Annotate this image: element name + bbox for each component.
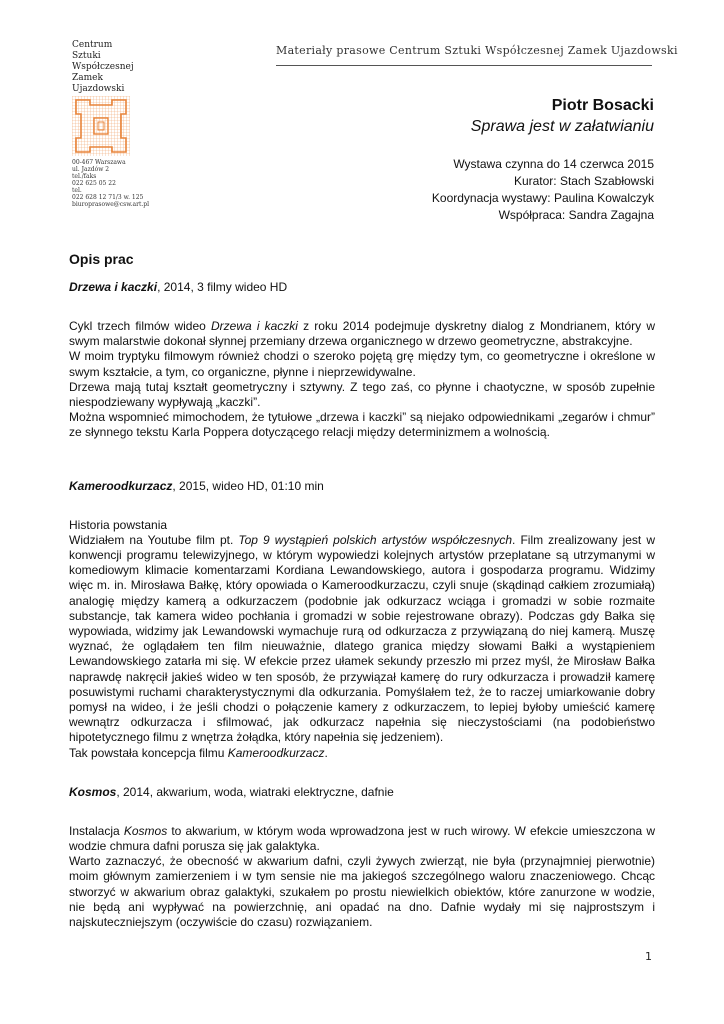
address-line: tel. bbox=[72, 187, 82, 194]
institution-line: Centrum bbox=[72, 40, 113, 50]
work-year: , 2015 bbox=[172, 478, 206, 493]
meta-line: Kurator: Stach Szabłowski bbox=[513, 174, 654, 188]
paragraph: W moim tryptyku filmowym również chodzi o szeroko pojętą grę między tym, co geometryczne i określone w swym kształcie, a tym, co organiczne, płynne i nieprzewidywalne. bbox=[69, 349, 655, 379]
text-run: . Film zrealizowany jest w konwencji programu telewizyjnego, w którym wypowiedzi kolejnych artystów przeplatane są utrzymanymi w komediowym klimacie komentarzami Kordiana Lewandowskiego, autora i gospodarza programu. Widzimy więc m. in. Mirosława Bałkę, który opowiada o Kameroodkurzaczu, czyli snuje (skądinąd całkiem zrozumiałą) analogię między kamerą a odkurzaczem (podobnie jak odkurzacz wciąga i gromadzi w sobie rozmaite substancje, tak kamera wideo pochłania i gromadzi w sobie rejestrowane obrazy). Podczas gdy Bałka się wypowiada, widzimy jak Lewandowski wymachuje rurą od odkurzacza z przywiązaną do niej kamerą. Muszę wyznać, że oglądałem ten film nieuważnie, dlatego granica między słowami Bałki a wystąpieniem Lewandowskiego zatarła mi się. W efekcie przez ułamek sekundy przeszło mi przez myśl, że Mirosław Bałka naprawdę nakręcił jakieś wideo w ten sposób, że przywiązał kamerę do rury odkurzacza i prowadził kamerę posuwistymi ruchami charakterystycznymi dla odkurzania. Pomyślałem też, że to raczej umiarkowanie dobry pomysł na wideo, i że jeśli chodzi o połączenie kamery z odkurzaczem, to lepiej byłoby umieścić kamerę wewnątrz odkurzacza i sfilmować, jak odkurzacz napełnia się nieczystościami (na podobieństwo hipotetycznego filmu z wnętrza żołądka, który napełnia się jedzeniem). bbox=[69, 532, 655, 745]
work-details: , akwarium, woda, wiatraki elektryczne, dafnie bbox=[149, 784, 394, 799]
institution-line: Współczesnej bbox=[72, 62, 134, 72]
institution-line: Zamek bbox=[72, 73, 103, 83]
address-line: biuroprasowe@csw.art.pl bbox=[72, 201, 150, 208]
address-line: tel./faks bbox=[72, 173, 97, 180]
institution-name bbox=[72, 40, 162, 95]
institution-line: Sztuki bbox=[72, 51, 101, 61]
address-line: 00-467 Warszawa bbox=[72, 159, 126, 166]
paragraph bbox=[69, 824, 655, 854]
text-run: Widziałem na Youtube film pt. bbox=[69, 532, 239, 547]
exhibition-meta bbox=[432, 156, 654, 224]
paragraph: Można wspomnieć mimochodem, że tytułowe „drzewa i kaczki” są niejako odpowiednikami „zegarów i chmur” ze słynnego tekstu Karla Poppera dotyczącego relacji między determinizmem a wolnością. bbox=[69, 410, 655, 440]
text-run: . bbox=[324, 745, 328, 760]
institution-address bbox=[72, 159, 172, 208]
work-year: , 2014 bbox=[116, 784, 150, 799]
text-run: to akwarium, w którym woda wprowadzona jest w ruch wirowy. W efekcie umieszczona w wodzie chmura dafni porusza się jak galaktyka. bbox=[69, 823, 656, 854]
exhibition-title: Sprawa jest w załatwianiu bbox=[470, 118, 654, 135]
work-details: , 3 filmy wideo HD bbox=[190, 280, 288, 294]
institution-line: Ujazdowski bbox=[72, 84, 125, 94]
italic-run: Drzewa i kaczki bbox=[210, 319, 298, 333]
paragraph bbox=[69, 746, 655, 761]
work-heading bbox=[69, 280, 655, 295]
castle-logo-icon bbox=[72, 96, 130, 156]
paragraph bbox=[69, 319, 655, 349]
meta-line: Współpraca: Sandra Zagajna bbox=[498, 208, 654, 222]
work-title: Drzewa i kaczki bbox=[69, 280, 158, 294]
header-title: Materiały prasowe Centrum Sztuki Współczesnej Zamek Ujazdowski bbox=[276, 44, 678, 57]
artist-name: Piotr Bosacki bbox=[551, 97, 654, 114]
work-year: , 2014 bbox=[157, 280, 191, 294]
italic-run: Top 9 wystąpień polskich artystów współczesnych bbox=[238, 532, 513, 547]
work-title: Kameroodkurzacz bbox=[69, 478, 173, 493]
address-line: 022 628 12 71/3 w. 125 bbox=[72, 194, 144, 201]
page-number: 1 bbox=[645, 950, 652, 963]
text-run: Instalacja bbox=[69, 823, 124, 838]
section-heading: Opis prac bbox=[69, 251, 134, 267]
work-details: , wideo HD, 01:10 min bbox=[205, 478, 324, 493]
work-heading bbox=[69, 479, 655, 494]
text-run: Tak powstała koncepcja filmu bbox=[69, 745, 228, 760]
header-divider bbox=[276, 65, 652, 66]
subheading: Historia powstania bbox=[69, 517, 168, 532]
paragraph bbox=[69, 533, 655, 746]
text-run: Cykl trzech filmów wideo bbox=[69, 319, 211, 333]
text-run: z roku 2014 podejmuje dyskretny dialog z Mondrianem, który w swym malarstwie dokonał słynnej przemiany drzewa organicznego w drzewo geometryczne, abstrakcyjne. bbox=[69, 319, 655, 349]
italic-run: Kameroodkurzacz bbox=[227, 745, 325, 760]
address-line: ul. Jazdów 2 bbox=[72, 166, 110, 173]
meta-line: Wystawa czynna do 14 czerwca 2015 bbox=[453, 157, 654, 171]
work-heading bbox=[69, 785, 655, 800]
title-block bbox=[471, 96, 654, 138]
document-body bbox=[69, 250, 655, 930]
address-line: 022 625 05 22 bbox=[72, 180, 116, 187]
paragraph: Drzewa mają tutaj kształt geometryczny i sztywny. Z tego zaś, co płynne i chaotyczne, w sposób zupełnie niespodziewany wypływają „kaczki”. bbox=[69, 379, 655, 410]
italic-run: Kosmos bbox=[123, 823, 168, 838]
work-title: Kosmos bbox=[69, 784, 117, 799]
paragraph: Warto zaznaczyć, że obecność w akwarium dafni, czyli żywych zwierząt, nie była (przynajmniej pierwotnie) moim głównym zamierzeniem i w tym sensie nie ma jakiegoś szczególnego waloru znaczeniowego. Chcąc stworzyć w akwarium obraz galaktyki, szukałem po prostu niewielkich obiektów, które zanurzone w wodzie, nie będą ani wypływać na powierzchnię, ani opadać na dno. Dafnie wydały mi się najprostszym i najskuteczniejszym (oczywiście do czasu) rozwiązaniem. bbox=[69, 854, 655, 930]
meta-line: Koordynacja wystawy: Paulina Kowalczyk bbox=[431, 191, 654, 205]
